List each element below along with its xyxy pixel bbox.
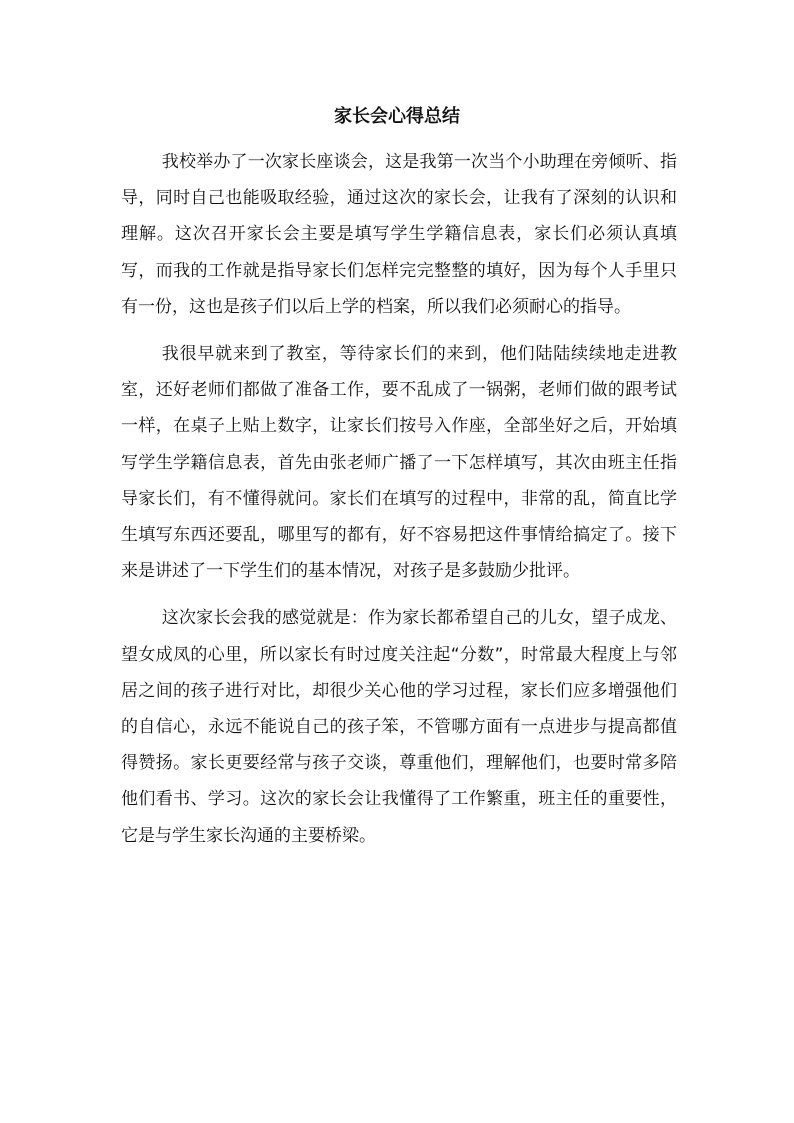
paragraph-3: 这次家长会我的感觉就是：作为家长都希望自己的儿女，望子成龙、望女成凤的心里，所以家长有时过度关注起“分数”，时常最大程度上与邻居之间的孩子进行对比，却很少关心他的学习过程，家长们应多增强他们的自信心，永远不能说自己的孩子笨，不管哪方面有一点进步与提高都值得赞扬。家长更要经常与孩子交谈，尊重他们，理解他们，也要时常多陪他们看书、学习。这次的家长会让我懂得了工作繁重，班主任的重要性，它是与学生家长沟通的主要桥梁。 — [121, 608, 677, 846]
paragraph-1: 我校举办了一次家长座谈会，这是我第一次当个小助理在旁倾听、指导，同时自己也能吸取经验，通过这次的家长会，让我有了深刻的认识和理解。这次召开家长会主要是填写学生学籍信息表，家长们必须认真填写，而我的工作就是指导家长们怎样完完整整的填好，因为每个人手里只有一份，这也是孩子们以后上学的档案，所以我们必须耐心的指导。 — [121, 152, 677, 317]
document-body — [121, 144, 677, 854]
paragraph-2: 我很早就来到了教室，等待家长们的来到，他们陆陆续续地走进教室，还好老师们都做了准备工作，要不乱成了一锅粥，老师们做的跟考试一样，在桌子上贴上数字，让家长们按号入作座，全部坐好之后，开始填写学生学籍信息表，首先由张老师广播了一下怎样填写，其次由班主任指导家长们，有不懂得就问。家长们在填写的过程中，非常的乱，简直比学生填写东西还要乱，哪里写的都有，好不容易把这件事情给搞定了。接下来是讲述了一下学生们的基本情况，对孩子是多鼓励少批评。 — [121, 344, 677, 582]
document-title: 家长会心得总结 — [334, 106, 460, 127]
